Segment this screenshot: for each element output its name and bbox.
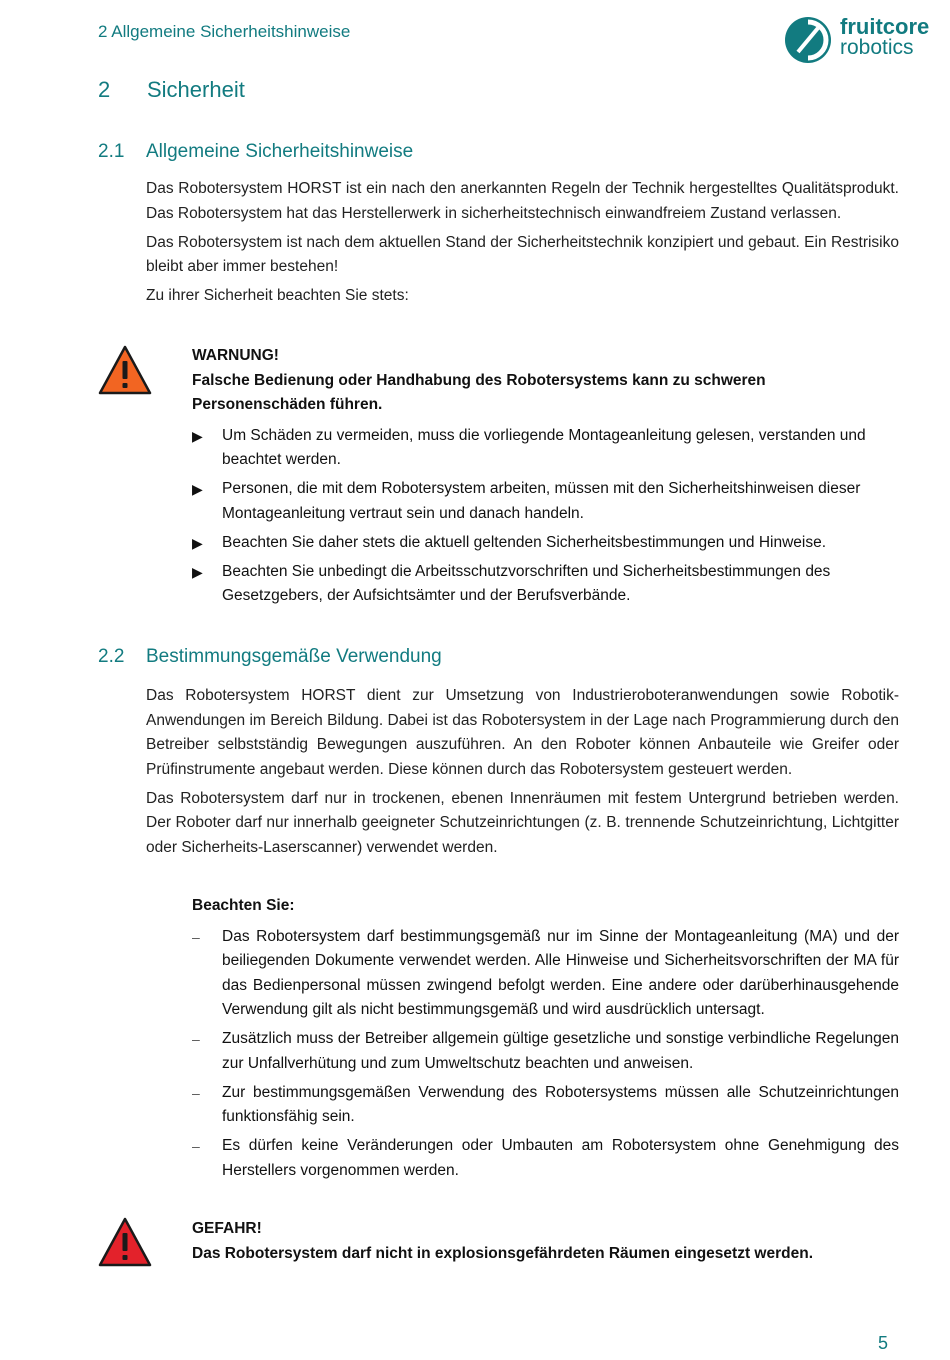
triangle-bullet-icon: ▶ bbox=[192, 534, 203, 551]
triangle-bullet-icon: ▶ bbox=[192, 481, 203, 497]
section-2-1-body bbox=[146, 177, 899, 313]
danger-notice bbox=[192, 1217, 899, 1272]
danger-label: GEFAHR! bbox=[192, 1220, 262, 1237]
warning-label: WARNUNG! bbox=[192, 347, 279, 364]
list-item: ▶ Personen, die mit dem Robotersystem arbeiten, müssen mit den Sicherheitshinweisen dieser Montageanleitung vertraut sein und danach handeln. bbox=[192, 477, 899, 526]
note-list bbox=[192, 925, 899, 1184]
fruitcore-logo-icon bbox=[784, 16, 832, 64]
paragraph: Das Robotersystem HORST dient zur Umsetzung von Industrieroboteranwendungen sowie Robotik-Anwendungen im Bereich Bildung. Dabei ist das Robotersystem in der Lage nach Programmierung durch den Betreiber selbstständig Bewegungen auszuführen. An den Roboter können Anbauteile wie Greifer oder Prüfinstrumente angebaut werden. Diese können durch das Robotersystem gesteuert werden. bbox=[146, 687, 899, 778]
warning-statement: Falsche Bedienung oder Handhabung des Robotersystems kann zu schweren Personenschäden führen. bbox=[192, 371, 766, 413]
company-logo bbox=[784, 14, 936, 66]
dash-bullet-icon: – bbox=[192, 1031, 200, 1047]
section-2-2-body bbox=[146, 684, 899, 865]
dash-bullet-icon: – bbox=[192, 928, 200, 945]
paragraph: Zu ihrer Sicherheit beachten Sie stets: bbox=[146, 287, 409, 304]
chapter-heading bbox=[98, 77, 245, 103]
list-item: ▶ Um Schäden zu vermeiden, muss die vorliegende Montageanleitung gelesen, verstanden und beachtet werden. bbox=[192, 424, 899, 473]
section-heading-2-2 bbox=[98, 646, 442, 668]
paragraph: Das Robotersystem ist nach dem aktuellen Stand der Sicherheitstechnik konzipiert und gebaut. Ein Restrisiko bleibt aber immer bestehen! bbox=[146, 233, 899, 275]
danger-statement: Das Robotersystem darf nicht in explosionsgefährdeten Räumen eingesetzt werden. bbox=[192, 1244, 813, 1262]
triangle-bullet-icon: ▶ bbox=[192, 427, 203, 444]
usage-note bbox=[192, 894, 899, 1188]
running-header-title: 2 Allgemeine Sicherheitshinweise bbox=[98, 22, 351, 41]
note-label: Beachten Sie: bbox=[192, 897, 295, 914]
danger-triangle-icon bbox=[98, 1217, 152, 1267]
warning-list bbox=[192, 424, 899, 609]
section-title: Bestimmungsgemäße Verwendung bbox=[146, 646, 442, 667]
chapter-number: 2 bbox=[98, 77, 111, 102]
logo-wordmark-line1: fruitcore bbox=[840, 14, 930, 39]
chapter-title: Sicherheit bbox=[147, 77, 245, 102]
list-item: ▶ Beachten Sie unbedingt die Arbeitsschutzvorschriften und Sicherheitsbestimmungen des Gesetzgebers, der Aufsichtsämter und der Berufsverbände. bbox=[192, 560, 899, 609]
dash-bullet-icon: – bbox=[192, 1084, 200, 1101]
list-item: – Zur bestimmungsgemäßen Verwendung des Robotersystems müssen alle Schutzeinrichtungen funktionsfähig sein. bbox=[192, 1081, 899, 1130]
section-number: 2.2 bbox=[98, 646, 125, 667]
paragraph: Das Robotersystem darf nur in trockenen, ebenen Innenräumen mit festem Untergrund betrieben werden. Der Roboter darf nur innerhalb geeigneter Schutzeinrichtungen (z. B. trennende Schutzeinrichtung, Lichtgitter oder Sicherheits-Laserscanner) verwendet werden. bbox=[146, 789, 899, 856]
list-item: – Das Robotersystem darf bestimmungsgemäß nur im Sinne der Montageanleitung (MA) und der beiliegenden Dokumente verwendet werden. Alle Hinweise und Sicherheitsvorschriften der MA für das Bedienpersonal müssen zwingend befolgt werden. Eine andere oder darüberhinausgehende Verwendung gilt als nicht bestimmungsgemäß und wird ausdrücklich untersagt. bbox=[192, 925, 899, 1023]
page-number: 5 bbox=[878, 1333, 889, 1353]
paragraph: Das Robotersystem HORST ist ein nach den anerkannten Regeln der Technik hergestelltes Qualitätsprodukt. Das Robotersystem hat das Herstellerwerk in sicherheitstechnisch einwandfreiem Zustand verlassen. bbox=[146, 180, 899, 222]
section-number: 2.1 bbox=[98, 141, 125, 162]
warning-triangle-icon bbox=[98, 345, 152, 395]
triangle-bullet-icon: ▶ bbox=[192, 563, 203, 580]
list-item: – Zusätzlich muss der Betreiber allgemein gültige gesetzliche und sonstige verbindliche Regelungen zur Unfallverhütung und zum Umweltschutz beachten und anweisen. bbox=[192, 1027, 899, 1076]
section-title: Allgemeine Sicherheitshinweise bbox=[146, 141, 414, 162]
section-heading-2-1 bbox=[98, 141, 413, 163]
list-item: – Es dürfen keine Veränderungen oder Umbauten am Robotersystem ohne Genehmigung des Herstellers vorgenommen werden. bbox=[192, 1134, 899, 1183]
list-item: ▶ Beachten Sie daher stets die aktuell geltenden Sicherheitsbestimmungen und Hinweise. bbox=[192, 531, 899, 556]
dash-bullet-icon: – bbox=[192, 1138, 200, 1154]
warning-notice bbox=[192, 344, 899, 613]
logo-wordmark-line2: robotics bbox=[840, 36, 914, 59]
